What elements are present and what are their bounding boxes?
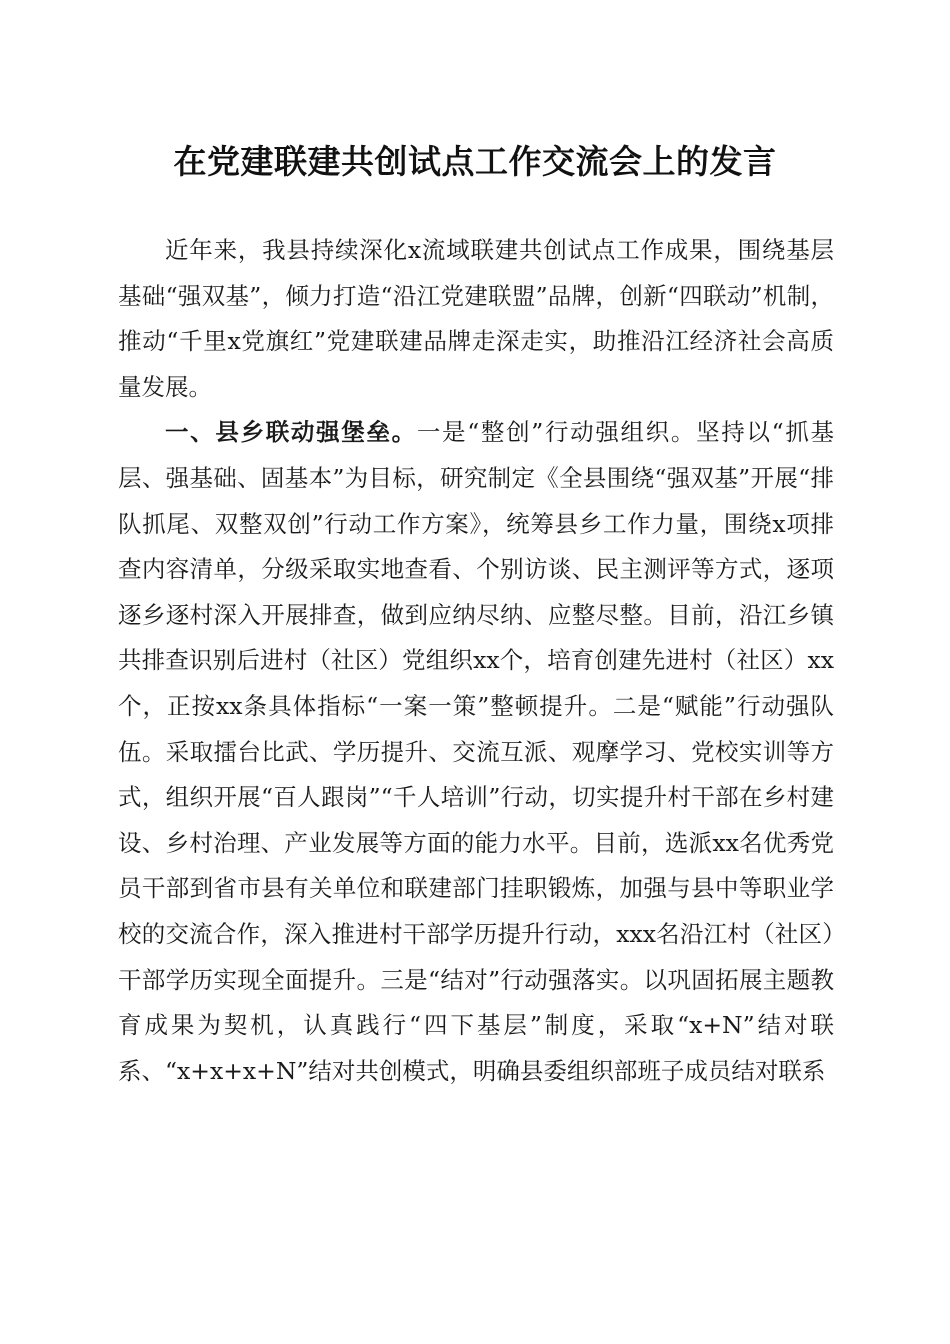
document-body xyxy=(118,228,834,1094)
page-title: 在党建联建共创试点工作交流会上的发言 xyxy=(173,142,777,181)
intro-paragraph: 近年来，我县持续深化x流域联建共创试点工作成果，围绕基层基础“强双基”，倾力打造“沿江党建联盟”品牌，创新“四联动”机制，推动“千里x党旗红”党建联建品牌走深走实，助推沿江经济社会高质量发展。 xyxy=(118,236,834,401)
section-one-paragraph xyxy=(118,410,834,1094)
section-one-heading: 一、县乡联动强堡垒。 xyxy=(165,418,417,447)
section-one-body: 一是“整创”行动强组织。坚持以“抓基层、强基础、固基本”为目标，研究制定《全县围绕“强双基”开展“排队抓尾、双整双创”行动工作方案》，统筹县乡工作力量，围绕x项排查内容清单，分级采取实地查看、个别访谈、民主测评等方式，逐项逐乡逐村深入开展排查，做到应纳尽纳、应整尽整。目前，沿江乡镇共排查识别后进村（社区）党组织xx个，培育创建先进村（社区）xx个，正按xx条具体指标“一案一策”整顿提升。二是“赋能”行动强队伍。采取擂台比武、学历提升、交流互派、观摩学习、党校实训等方式，组织开展“百人跟岗”“千人培训”行动，切实提升村干部在乡村建设、乡村治理、产业发展等方面的能力水平。目前，选派xx名优秀党员干部到省市县有关单位和联建部门挂职锻炼，加强与县中等职业学校的交流合作，深入推进村干部学历提升行动，xxx名沿江村（社区）干部学历实现全面提升。三是“结对”行动强落实。以巩固拓展主题教育成果为契机，认真践行“四下基层”制度，采取“x+N”结对联系、“x+x+x+N”结对共创模式，明确县委组织部班子成员结对联系 xyxy=(118,418,835,1085)
